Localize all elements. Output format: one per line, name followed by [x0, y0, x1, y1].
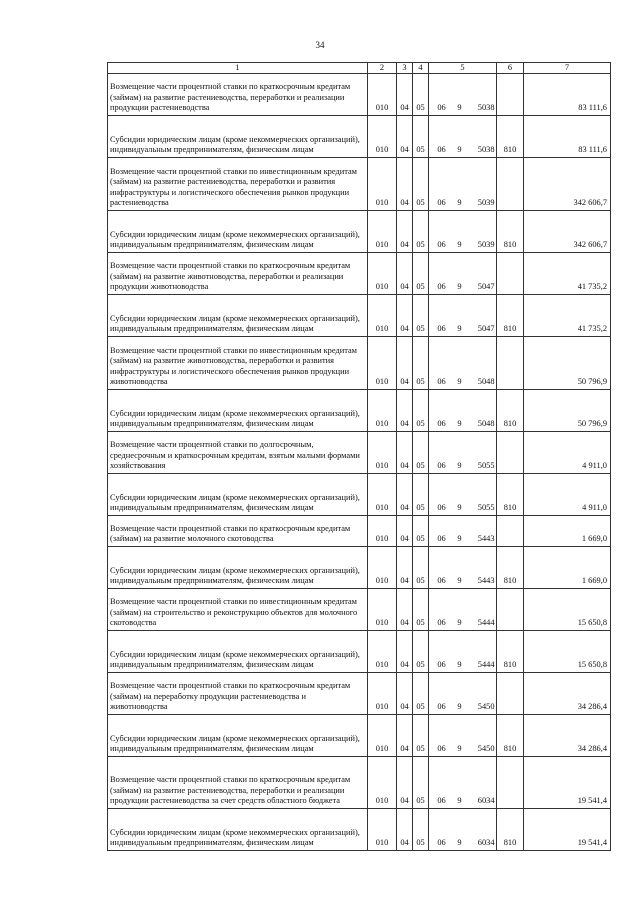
- target-article-part: 5055: [477, 503, 495, 513]
- row-amount-cell: 4 911,0: [524, 474, 611, 516]
- row-expense-type-cell: 810: [497, 390, 524, 432]
- row-amount-cell: 83 111,6: [524, 74, 611, 116]
- target-article-part: 5450: [477, 702, 495, 712]
- row-expense-type-cell: [497, 432, 524, 474]
- row-amount-cell: 19 541,4: [524, 757, 611, 809]
- row-code-cell: 010: [368, 211, 397, 253]
- target-article-part: 06: [437, 618, 446, 628]
- table-row: [108, 631, 611, 673]
- target-article-part: 5055: [477, 461, 495, 471]
- row-expense-type-cell: [497, 253, 524, 295]
- target-article-part: 9: [457, 618, 462, 628]
- row-name-cell: Возмещение части процентной ставки по инвестиционным кредитам (займам) на строительство и реконструкцию объектов для молочного скотоводства: [108, 589, 368, 631]
- row-name-cell: Возмещение части процентной ставки по краткосрочным кредитам (займам) на развитие молочного скотоводства: [108, 516, 368, 547]
- row-target-article-cell: [429, 631, 497, 673]
- row-target-article-cell: [429, 337, 497, 390]
- row-expense-type-cell: [497, 158, 524, 211]
- row-code-cell: 010: [368, 337, 397, 390]
- row-amount-cell: 19 541,4: [524, 809, 611, 851]
- row-section-cell: 04: [397, 547, 413, 589]
- table-row: [108, 757, 611, 809]
- row-code-cell: 010: [368, 74, 397, 116]
- row-code-cell: 010: [368, 516, 397, 547]
- row-amount-cell: 50 796,9: [524, 337, 611, 390]
- row-subsection-cell: 05: [413, 715, 429, 757]
- table-row: [108, 547, 611, 589]
- row-subsection-cell: 05: [413, 295, 429, 337]
- row-expense-type-cell: [497, 673, 524, 715]
- row-subsection-cell: 05: [413, 211, 429, 253]
- row-section-cell: 04: [397, 432, 413, 474]
- row-subsection-cell: 05: [413, 547, 429, 589]
- target-article-part: 9: [457, 324, 462, 334]
- row-subsection-cell: 05: [413, 74, 429, 116]
- table-row: [108, 158, 611, 211]
- row-subsection-cell: 05: [413, 757, 429, 809]
- row-amount-cell: 15 650,8: [524, 589, 611, 631]
- row-subsection-cell: 05: [413, 390, 429, 432]
- row-expense-type-cell: 810: [497, 474, 524, 516]
- target-article-part: 06: [437, 461, 446, 471]
- row-name-cell: Субсидии юридическим лицам (кроме некоммерческих организаций), индивидуальным предпринимателям, физическим лицам: [108, 631, 368, 673]
- row-section-cell: 04: [397, 295, 413, 337]
- table-row: [108, 516, 611, 547]
- row-subsection-cell: 05: [413, 158, 429, 211]
- row-code-cell: 010: [368, 474, 397, 516]
- target-article-part: 06: [437, 702, 446, 712]
- row-expense-type-cell: 810: [497, 295, 524, 337]
- target-article-part: 9: [457, 282, 462, 292]
- row-target-article-cell: [429, 390, 497, 432]
- header-col-3: 3: [397, 63, 413, 74]
- row-section-cell: 04: [397, 211, 413, 253]
- row-subsection-cell: 05: [413, 809, 429, 851]
- row-section-cell: 04: [397, 631, 413, 673]
- target-article-part: 06: [437, 419, 446, 429]
- row-name-cell: Субсидии юридическим лицам (кроме некоммерческих организаций), индивидуальным предпринимателям, физическим лицам: [108, 116, 368, 158]
- header-col-2: 2: [368, 63, 397, 74]
- row-target-article-cell: [429, 211, 497, 253]
- header-row: [108, 63, 611, 74]
- target-article-part: 6034: [477, 796, 495, 806]
- row-target-article-cell: [429, 474, 497, 516]
- row-expense-type-cell: [497, 337, 524, 390]
- row-target-article-cell: [429, 116, 497, 158]
- row-code-cell: 010: [368, 673, 397, 715]
- target-article-part: 9: [457, 503, 462, 513]
- target-article-part: 06: [437, 145, 446, 155]
- target-article-part: 5444: [477, 660, 495, 670]
- target-article-part: 9: [457, 103, 462, 113]
- row-amount-cell: 34 286,4: [524, 715, 611, 757]
- target-article-part: 5038: [477, 145, 495, 155]
- row-code-cell: 010: [368, 631, 397, 673]
- row-name-cell: Субсидии юридическим лицам (кроме некоммерческих организаций), индивидуальным предпринимателям, физическим лицам: [108, 547, 368, 589]
- target-article-part: 06: [437, 377, 446, 387]
- target-article-part: 06: [437, 103, 446, 113]
- row-code-cell: 010: [368, 757, 397, 809]
- row-amount-cell: 34 286,4: [524, 673, 611, 715]
- row-name-cell: Возмещение части процентной ставки по инвестиционным кредитам (займам) на развитие растениеводства, переработки и развития инфраструктуры и логистического обеспечения рынков продукции растениеводства: [108, 158, 368, 211]
- row-amount-cell: 342 606,7: [524, 211, 611, 253]
- row-target-article-cell: [429, 516, 497, 547]
- row-target-article-cell: [429, 757, 497, 809]
- row-target-article-cell: [429, 547, 497, 589]
- budget-table: [107, 62, 611, 851]
- row-name-cell: Возмещение части процентной ставки по краткосрочным кредитам (займам) на развитие растениеводства, переработки и реализации продукции растениеводства за счет средств областного бюджета: [108, 757, 368, 809]
- target-article-part: 5047: [477, 282, 495, 292]
- row-section-cell: 04: [397, 757, 413, 809]
- target-article-part: 06: [437, 838, 446, 848]
- row-amount-cell: 15 650,8: [524, 631, 611, 673]
- target-article-part: 5443: [477, 534, 495, 544]
- row-amount-cell: 342 606,7: [524, 158, 611, 211]
- row-section-cell: 04: [397, 158, 413, 211]
- row-name-cell: Субсидии юридическим лицам (кроме некоммерческих организаций), индивидуальным предпринимателям, физическим лицам: [108, 474, 368, 516]
- table-row: [108, 337, 611, 390]
- target-article-part: 5443: [477, 576, 495, 586]
- row-name-cell: Возмещение части процентной ставки по краткосрочным кредитам (займам) на переработку продукции растениеводства и животноводства: [108, 673, 368, 715]
- row-expense-type-cell: 810: [497, 547, 524, 589]
- target-article-part: 9: [457, 660, 462, 670]
- row-code-cell: 010: [368, 253, 397, 295]
- table-row: [108, 715, 611, 757]
- row-amount-cell: 41 735,2: [524, 295, 611, 337]
- header-col-1: 1: [108, 63, 368, 74]
- row-target-article-cell: [429, 295, 497, 337]
- target-article-part: 06: [437, 503, 446, 513]
- row-code-cell: 010: [368, 116, 397, 158]
- table-row: [108, 116, 611, 158]
- row-target-article-cell: [429, 673, 497, 715]
- row-name-cell: Возмещение части процентной ставки по краткосрочным кредитам (займам) на развитие растениеводства, переработки и реализации продукции растениеводства: [108, 74, 368, 116]
- row-amount-cell: 50 796,9: [524, 390, 611, 432]
- row-expense-type-cell: 810: [497, 715, 524, 757]
- target-article-part: 06: [437, 198, 446, 208]
- target-article-part: 9: [457, 419, 462, 429]
- target-article-part: 5450: [477, 744, 495, 754]
- row-section-cell: 04: [397, 253, 413, 295]
- target-article-part: 9: [457, 377, 462, 387]
- row-name-cell: Субсидии юридическим лицам (кроме некоммерческих организаций), индивидуальным предпринимателям, физическим лицам: [108, 809, 368, 851]
- target-article-part: 06: [437, 660, 446, 670]
- row-amount-cell: 41 735,2: [524, 253, 611, 295]
- target-article-part: 5047: [477, 324, 495, 334]
- target-article-part: 9: [457, 702, 462, 712]
- row-amount-cell: 1 669,0: [524, 516, 611, 547]
- target-article-part: 5039: [477, 198, 495, 208]
- row-expense-type-cell: 810: [497, 211, 524, 253]
- row-expense-type-cell: 810: [497, 116, 524, 158]
- row-code-cell: 010: [368, 547, 397, 589]
- row-subsection-cell: 05: [413, 516, 429, 547]
- row-section-cell: 04: [397, 516, 413, 547]
- target-article-part: 5048: [477, 377, 495, 387]
- row-section-cell: 04: [397, 715, 413, 757]
- row-code-cell: 010: [368, 158, 397, 211]
- row-name-cell: Возмещение части процентной ставки по долгосрочным, среднесрочным и краткосрочным кредитам, взятым малыми формами хозяйствования: [108, 432, 368, 474]
- target-article-part: 06: [437, 282, 446, 292]
- target-article-part: 6034: [477, 838, 495, 848]
- row-target-article-cell: [429, 74, 497, 116]
- target-article-part: 5039: [477, 240, 495, 250]
- row-name-cell: Субсидии юридическим лицам (кроме некоммерческих организаций), индивидуальным предпринимателям, физическим лицам: [108, 390, 368, 432]
- target-article-part: 06: [437, 324, 446, 334]
- target-article-part: 06: [437, 744, 446, 754]
- target-article-part: 06: [437, 240, 446, 250]
- row-section-cell: 04: [397, 74, 413, 116]
- table-row: [108, 295, 611, 337]
- row-subsection-cell: 05: [413, 474, 429, 516]
- row-subsection-cell: 05: [413, 673, 429, 715]
- target-article-part: 5444: [477, 618, 495, 628]
- header-col-7: 7: [524, 63, 611, 74]
- row-code-cell: 010: [368, 589, 397, 631]
- table-row: [108, 474, 611, 516]
- header-col-4: 4: [413, 63, 429, 74]
- row-code-cell: 010: [368, 715, 397, 757]
- table-row: [108, 673, 611, 715]
- row-code-cell: 010: [368, 390, 397, 432]
- target-article-part: 9: [457, 240, 462, 250]
- target-article-part: 9: [457, 145, 462, 155]
- row-expense-type-cell: [497, 74, 524, 116]
- table-row: [108, 589, 611, 631]
- target-article-part: 5038: [477, 103, 495, 113]
- target-article-part: 9: [457, 796, 462, 806]
- row-name-cell: Субсидии юридическим лицам (кроме некоммерческих организаций), индивидуальным предпринимателям, физическим лицам: [108, 295, 368, 337]
- row-target-article-cell: [429, 158, 497, 211]
- row-subsection-cell: 05: [413, 337, 429, 390]
- table-row: [108, 390, 611, 432]
- row-section-cell: 04: [397, 673, 413, 715]
- target-article-part: 9: [457, 461, 462, 471]
- target-article-part: 9: [457, 838, 462, 848]
- target-article-part: 06: [437, 576, 446, 586]
- row-section-cell: 04: [397, 809, 413, 851]
- row-expense-type-cell: 810: [497, 631, 524, 673]
- row-expense-type-cell: [497, 516, 524, 547]
- target-article-part: 9: [457, 576, 462, 586]
- row-target-article-cell: [429, 432, 497, 474]
- row-subsection-cell: 05: [413, 589, 429, 631]
- row-code-cell: 010: [368, 295, 397, 337]
- row-target-article-cell: [429, 809, 497, 851]
- table-row: [108, 211, 611, 253]
- row-amount-cell: 83 111,6: [524, 116, 611, 158]
- row-subsection-cell: 05: [413, 116, 429, 158]
- row-name-cell: Субсидии юридическим лицам (кроме некоммерческих организаций), индивидуальным предпринимателям, физическим лицам: [108, 715, 368, 757]
- row-target-article-cell: [429, 253, 497, 295]
- row-name-cell: Субсидии юридическим лицам (кроме некоммерческих организаций), индивидуальным предпринимателям, физическим лицам: [108, 211, 368, 253]
- row-name-cell: Возмещение части процентной ставки по краткосрочным кредитам (займам) на развитие животноводства, переработки и реализации продукции животноводства: [108, 253, 368, 295]
- target-article-part: 9: [457, 744, 462, 754]
- row-target-article-cell: [429, 715, 497, 757]
- row-section-cell: 04: [397, 589, 413, 631]
- row-amount-cell: 4 911,0: [524, 432, 611, 474]
- row-subsection-cell: 05: [413, 253, 429, 295]
- row-expense-type-cell: [497, 757, 524, 809]
- target-article-part: 9: [457, 534, 462, 544]
- row-expense-type-cell: 810: [497, 809, 524, 851]
- target-article-part: 5048: [477, 419, 495, 429]
- page-number: 34: [315, 40, 325, 50]
- table-row: [108, 809, 611, 851]
- target-article-part: 06: [437, 534, 446, 544]
- row-expense-type-cell: [497, 589, 524, 631]
- row-subsection-cell: 05: [413, 631, 429, 673]
- row-section-cell: 04: [397, 474, 413, 516]
- table-row: [108, 432, 611, 474]
- target-article-part: 06: [437, 796, 446, 806]
- row-section-cell: 04: [397, 116, 413, 158]
- row-amount-cell: 1 669,0: [524, 547, 611, 589]
- row-code-cell: 010: [368, 809, 397, 851]
- header-col-5: 5: [429, 63, 497, 74]
- row-name-cell: Возмещение части процентной ставки по инвестиционным кредитам (займам) на развитие животноводства, переработки и развития инфраструктуры и логистического обеспечения рынков продукции животноводства: [108, 337, 368, 390]
- table-row: [108, 253, 611, 295]
- row-subsection-cell: 05: [413, 432, 429, 474]
- row-section-cell: 04: [397, 390, 413, 432]
- target-article-part: 9: [457, 198, 462, 208]
- row-target-article-cell: [429, 589, 497, 631]
- table-row: [108, 74, 611, 116]
- row-section-cell: 04: [397, 337, 413, 390]
- header-col-6: 6: [497, 63, 524, 74]
- row-code-cell: 010: [368, 432, 397, 474]
